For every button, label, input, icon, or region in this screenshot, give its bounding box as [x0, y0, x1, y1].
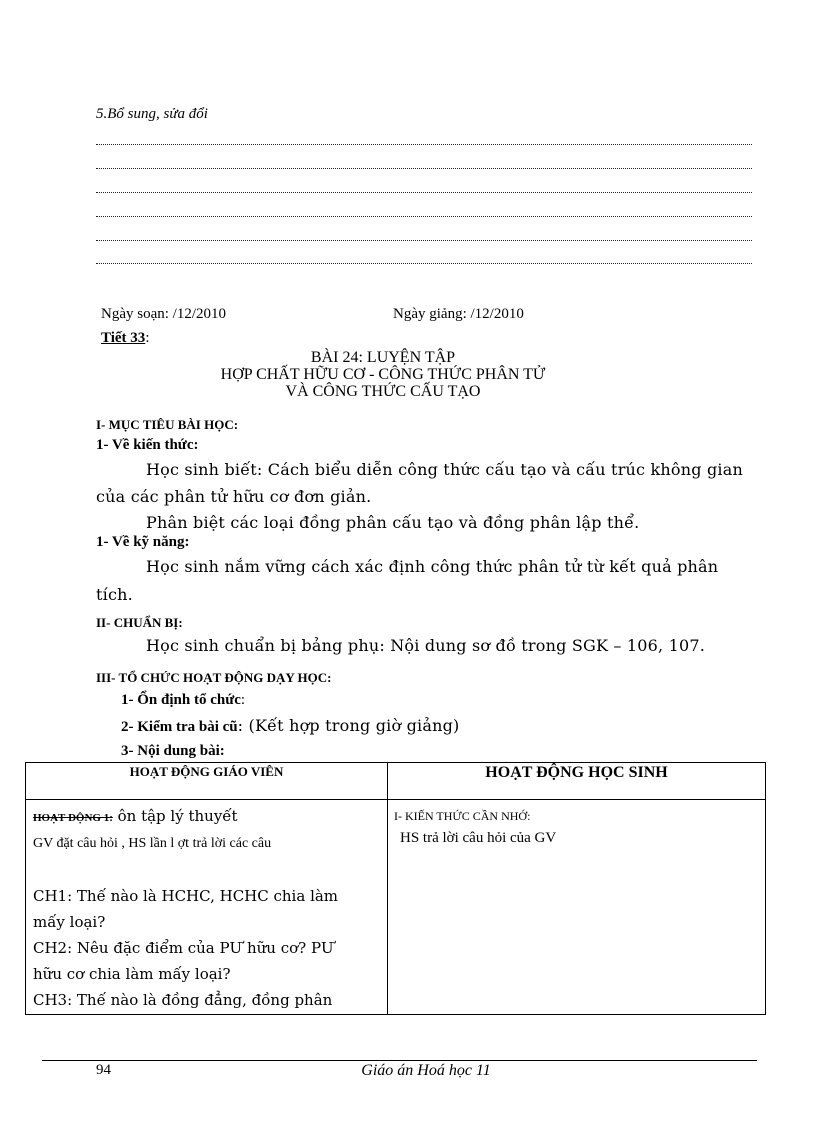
teacher-column-header: HOẠT ĐỘNG GIÁO VIÊN — [26, 763, 388, 800]
dotted-line — [96, 144, 752, 146]
question-1a: CH1: Thế nào là HCHC, HCHC chia làm — [33, 887, 339, 905]
skills-line-1: Học sinh nắm vững cách xác định công thức phân tử từ kết quả phân — [146, 557, 719, 576]
lesson-title-3: VÀ CÔNG THỨC CẤU TẠO — [285, 383, 481, 400]
activity-item-1 — [121, 692, 245, 709]
student-column-header: HOẠT ĐỘNG HỌC SINH — [388, 763, 766, 800]
section-5-title: 5.Bổ sung, sửa đổi — [96, 106, 208, 122]
table-header-row — [26, 763, 766, 800]
activity-item-2-bold: 2- Kiểm tra bài cũ — [121, 719, 238, 735]
tiet-suffix: : — [145, 330, 150, 346]
question-2a: CH2: Nêu đặc điểm của PƯ hữu cơ? PƯ — [33, 939, 334, 957]
activities-heading: III- TỔ CHỨC HOẠT ĐỘNG DẠY HỌC: — [96, 670, 332, 685]
table-row — [26, 800, 766, 1015]
student-line-1: HS trả lời câu hỏi của GV — [400, 830, 557, 846]
activity-text: ôn tập lý thuyết — [112, 807, 238, 825]
lesson-title-1: BÀI 24: LUYỆN TẬP — [310, 349, 456, 366]
activity-item-1-suffix: : — [240, 692, 246, 708]
teacher-cell — [26, 800, 388, 1015]
activity-label: HOẠT ĐỘNG 1: — [33, 812, 113, 824]
page-number: 94 — [96, 1062, 111, 1078]
objectives-heading: I- MỤC TIÊU BÀI HỌC: — [96, 417, 239, 432]
knowledge-line-2: của các phân tử hữu cơ đơn giản. — [96, 487, 372, 506]
tiet-number: Tiết 33 — [101, 330, 146, 346]
footer-title: Giáo án Hoá học 11 — [361, 1062, 491, 1079]
student-cell — [388, 800, 766, 1015]
footer-divider — [42, 1060, 757, 1061]
prep-heading: II- CHUẨN BỊ: — [96, 615, 183, 630]
dotted-line — [96, 192, 752, 194]
activity-table — [25, 762, 766, 1015]
student-heading: I- KIẾN THỨC CẦN NHỚ: — [394, 809, 531, 823]
skills-line-2: tích. — [96, 585, 133, 604]
knowledge-heading: 1- Về kiến thức: — [96, 437, 199, 453]
knowledge-line-3: Phân biệt các loại đồng phân cấu tạo và đồng phân lập thể. — [146, 513, 640, 532]
question-1b: mấy loại? — [33, 913, 106, 931]
activity-item-1-text: 1- Ổn định tổ chức — [121, 692, 241, 708]
question-3a: CH3: Thế nào là đồng đẳng, đồng phân — [33, 991, 333, 1009]
lesson-title-2: HỢP CHẤT HỮU CƠ - CÔNG THỨC PHÂN TỬ — [220, 366, 546, 383]
activity-item-2 — [121, 716, 459, 736]
dotted-line — [96, 263, 752, 265]
question-2b: hữu cơ chia làm mấy loại? — [33, 965, 231, 983]
ngay-soan: Ngày soạn: /12/2010 — [101, 306, 226, 322]
prep-line-1: Học sinh chuẩn bị bảng phụ: Nội dung sơ đồ trong SGK – 106, 107. — [146, 636, 706, 655]
teacher-line-2: GV đặt câu hỏi , HS lần l ợt trả lời các câu — [33, 836, 272, 851]
skills-heading: 1- Về kỹ năng: — [96, 534, 190, 550]
ngay-giang: Ngày giảng: /12/2010 — [393, 306, 524, 322]
dotted-line — [96, 168, 752, 170]
tiet-label — [101, 330, 149, 347]
activity-item-3: 3- Nội dung bài: — [121, 743, 225, 759]
dotted-line — [96, 240, 752, 242]
knowledge-line-1: Học sinh biết: Cách biểu diễn công thức cấu tạo và cấu trúc không gian — [146, 460, 743, 479]
activity-item-2-rest: : (Kết hợp trong giờ giảng) — [237, 716, 460, 735]
dotted-line — [96, 216, 752, 218]
teacher-line-1 — [33, 803, 386, 831]
